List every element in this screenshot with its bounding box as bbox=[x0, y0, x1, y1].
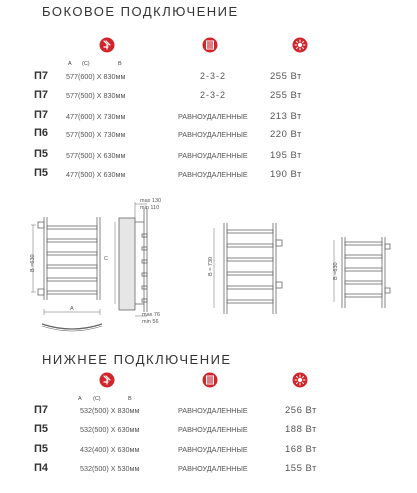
model: П7 bbox=[34, 109, 49, 121]
power: 256 Вт bbox=[285, 405, 317, 416]
power-icon bbox=[292, 372, 308, 388]
model: П4 bbox=[34, 462, 49, 474]
power: 220 Вт bbox=[270, 129, 302, 140]
power: 195 Вт bbox=[270, 150, 302, 161]
dim-sub-label-c: (C) bbox=[82, 61, 90, 67]
b-dimension-label: B =630 bbox=[30, 254, 36, 272]
dims: 532(500) X 830мм bbox=[80, 406, 140, 415]
connection: РАВНОУДАЛЕННЫЕ bbox=[178, 464, 248, 473]
dims: 577(500) X 730мм bbox=[66, 130, 126, 139]
a-dimension-label: A bbox=[70, 306, 74, 312]
power: 188 Вт bbox=[285, 424, 317, 435]
connection: РАВНОУДАЛЕННЫЕ bbox=[178, 151, 248, 160]
dims: 532(500) X 630мм bbox=[80, 425, 140, 434]
dims: 577(500) X 630мм bbox=[66, 151, 126, 160]
model: П5 bbox=[34, 423, 49, 435]
dims: 477(600) X 730мм bbox=[66, 112, 126, 121]
dim-sub-label-b: B bbox=[118, 61, 122, 67]
dims: 577(500) X 830мм bbox=[66, 91, 126, 100]
dims: 577(600) X 830мм bbox=[66, 72, 126, 81]
max76-label: max 76 bbox=[142, 312, 161, 318]
model: П6 bbox=[34, 127, 49, 139]
power: 255 Вт bbox=[270, 71, 302, 82]
dim-sub-label-c: (C) bbox=[93, 396, 101, 402]
power: 168 Вт bbox=[285, 444, 317, 455]
connection: РАВНОУДАЛЕННЫЕ bbox=[178, 406, 248, 415]
dim-sub-label-a: A bbox=[68, 61, 72, 67]
connection: РАВНОУДАЛЕННЫЕ bbox=[178, 425, 248, 434]
connection: РАВНОУДАЛЕННЫЕ bbox=[178, 445, 248, 454]
model: П5 bbox=[34, 148, 49, 160]
dims: 532(500) X 530мм bbox=[80, 464, 140, 473]
drawing-b730 bbox=[206, 218, 296, 318]
bottom-section-title: НИЖНЕЕ ПОДКЛЮЧЕНИЕ bbox=[42, 352, 232, 367]
connection: РАВНОУДАЛЕННЫЕ bbox=[178, 130, 248, 139]
model: П7 bbox=[34, 404, 49, 416]
power-icon bbox=[292, 37, 308, 53]
power: 190 Вт bbox=[270, 169, 302, 180]
connection: 2-3-2 bbox=[200, 71, 227, 81]
model: П5 bbox=[34, 167, 49, 179]
dims: 432(400) X 630мм bbox=[80, 445, 140, 454]
valve-icon bbox=[99, 372, 115, 388]
side-section-title: БОКОВОЕ ПОДКЛЮЧЕНИЕ bbox=[42, 4, 239, 19]
min110-label: min 110 bbox=[140, 205, 160, 211]
power: 213 Вт bbox=[270, 111, 302, 122]
min56-label: min 56 bbox=[142, 319, 159, 325]
power: 155 Вт bbox=[285, 463, 317, 474]
dims: 477(500) X 630мм bbox=[66, 170, 126, 179]
dim-sub-label-b: B bbox=[128, 396, 132, 402]
model: П7 bbox=[34, 89, 49, 101]
drawing-side-front bbox=[30, 212, 110, 337]
connection: 2-3-2 bbox=[200, 90, 227, 100]
model: П5 bbox=[34, 443, 49, 455]
max130-label: max 130 bbox=[140, 198, 162, 204]
power: 255 Вт bbox=[270, 90, 302, 101]
valve-icon bbox=[99, 37, 115, 53]
connection: РАВНОУДАЛЕННЫЕ bbox=[178, 170, 248, 179]
model: П7 bbox=[34, 70, 49, 82]
drawing-side-profile bbox=[112, 200, 162, 330]
connection: РАВНОУДАЛЕННЫЕ bbox=[178, 112, 248, 121]
c-dimension-label: C bbox=[104, 256, 108, 262]
b730-dimension-label: B = 730 bbox=[208, 256, 214, 276]
dim-sub-label-a: A bbox=[78, 396, 82, 402]
connection-icon bbox=[202, 37, 218, 53]
b630-dimension-label: B =630 bbox=[333, 262, 339, 280]
connection-icon bbox=[202, 372, 218, 388]
